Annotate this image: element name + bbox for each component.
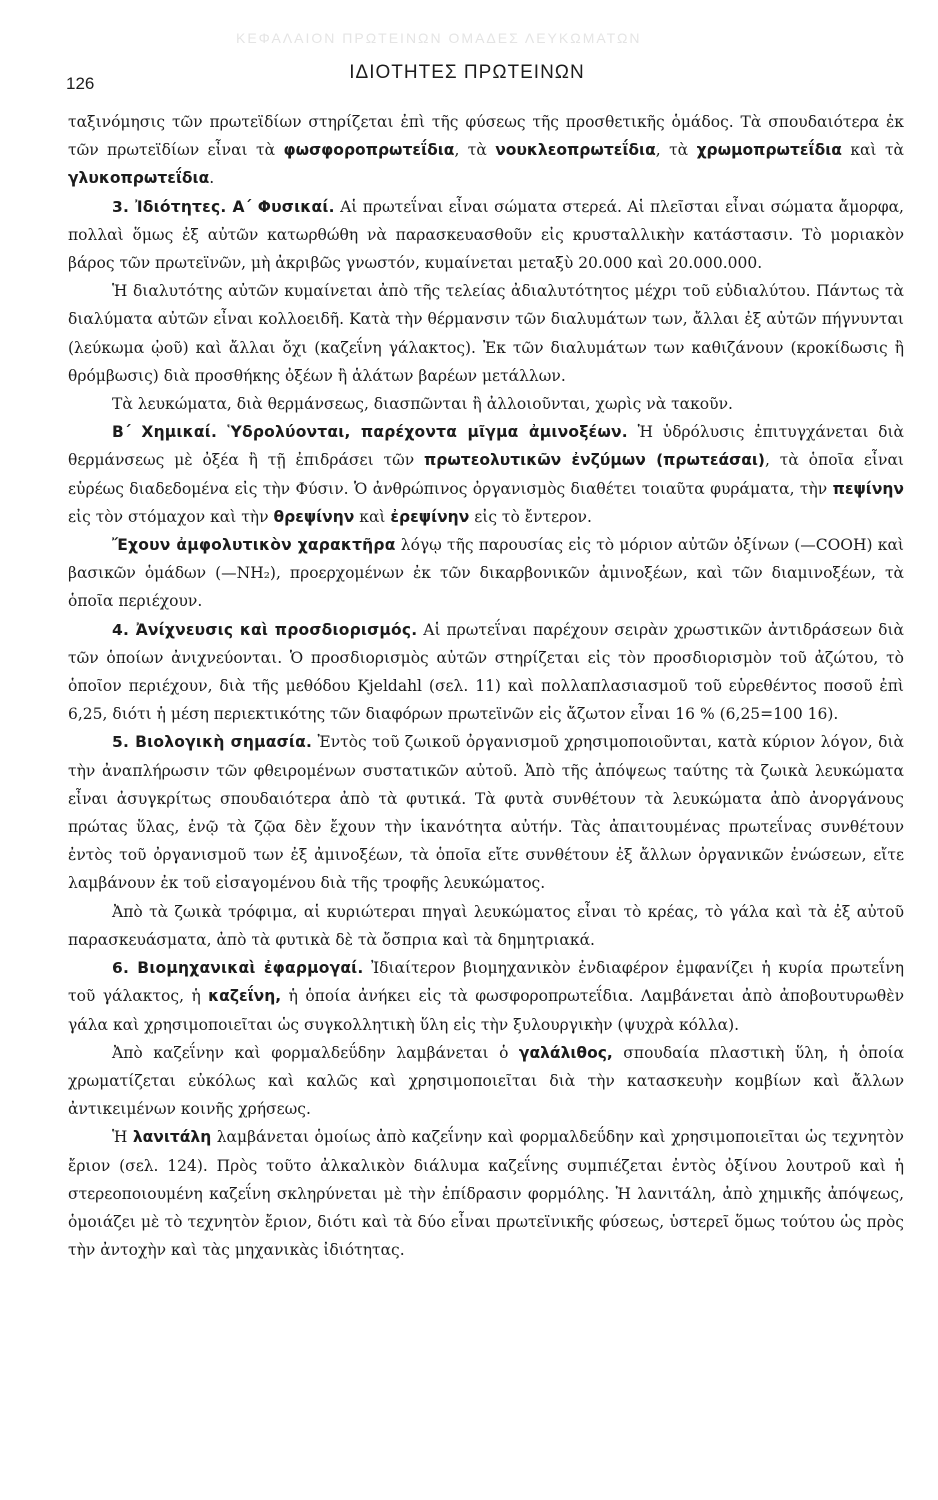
term-phosphoproteids: φωσφοροπρωτεΐδια	[283, 141, 455, 160]
paragraph-text: εἰς τὸν στόμαχον καὶ τὴν	[68, 507, 274, 526]
paragraph-text: ἡ ὁποία ἀνήκει εἰς τὰ φωσφοροπρωτεΐδια. Λαμβάνεται ἀπὸ ἀποβουτυρωθὲν γάλα καὶ χρησιμοποιεῖται ὡς συγκολλητικὴ ὕλη εἰς τὴν ξυλουργικὴν (ψυχρὰ κόλλα).	[68, 987, 904, 1034]
paragraph-text: , τὰ ὁποῖα εἶναι εὑρέως διαδεδομένα εἰς τὴν Φύσιν. Ὁ ἀνθρώπινος ὀργανισμὸς διαθέτει τοιαῦτα φυράματα, τὴν	[68, 451, 904, 498]
section-6-industrial-applications	[68, 954, 904, 1039]
paragraph-text: σπουδαία πλαστικὴ ὕλη, ἡ ὁποία χρωματίζεται εὐκόλως καὶ καλῶς καὶ χρησιμοποιεῖται διὰ τὴν κατασκευὴν κομβίων καὶ ἄλλων ἀντικειμένων κοινῆς χρήσεως.	[68, 1043, 905, 1119]
paragraph-text: Ἡ ὑδρόλυσις ἐπιτυγχάνεται διὰ θερμάνσεως μὲ ὀξέα ἢ τῇ ἐπιδράσει τῶν	[68, 423, 904, 470]
running-title: ΙΔΙΟΤΗΤΕΣ ΠΡΩΤΕΙΝΩΝ	[349, 62, 585, 83]
paragraph-text: Ἡ διαλυτότης αὐτῶν κυμαίνεται ἀπὸ τῆς τελείας ἀδιαλυτότητος μέχρι τοῦ εὐδιαλύτου. Πάντως τὰ διαλύματα αὐτῶν εἶναι κολλοειδῆ. Κατὰ τὴν θέρμανσιν τῶν διαλυμάτων των, ἄλλαι ἐξ αὐτῶν πήγνυνται (λεύκωμα ᾠοῦ) καὶ ἄλλαι ὄχι (καζεΐνη γάλακτος). Ἐκ τῶν διαλυμάτων των καθιζάνουν (κροκίδωσις ἢ θρόμβωσις) διὰ προσθήκης ὀξέων ἢ ἁλάτων βαρέων μετάλλων.	[68, 282, 904, 385]
paragraph-classification	[68, 108, 904, 193]
section-4-detection	[68, 616, 904, 729]
paragraph-text: ταξινόμησις τῶν πρωτεϊδίων στηρίζεται ἐπὶ τῆς φύσεως τῆς προσθετικῆς ὁμάδος. Τὰ σπουδαιότερα ἐκ τῶν πρωτεϊδίων εἶναι τὰ	[68, 113, 904, 160]
paragraph-text: λόγῳ τῆς παρουσίας εἰς τὸ μόριον αὐτῶν ὀξίνων (—COOH) καὶ βασικῶν ὁμάδων (—NH₂), προερχομένων ἐκ τῶν δικαρβονικῶν ἀμινοξέων, καὶ τῶν διαμινοξέων, τὰ ὁποῖα περιέχουν.	[68, 536, 904, 611]
section-heading: 4. Ἀνίχνευσις καὶ προσδιορισμός.	[112, 620, 418, 639]
paragraph-text: καὶ τὰ	[841, 141, 905, 160]
paragraph-text: Ἰδιαίτερον βιομηχανικὸν ἐνδιαφέρον ἐμφανίζει ἡ κυρία πρωτεΐνη τοῦ γάλακτος, ἡ	[68, 959, 904, 1006]
paragraph-amphoteric	[68, 531, 904, 616]
paragraph-text: Αἱ πρωτεΐναι παρέχουν σειρὰν χρωστικῶν ἀντιδράσεων διὰ τῶν ὁποίων ἀνιχνεύονται. Ὁ προσδιορισμὸς αὐτῶν στηρίζεται εἰς τὸν προσδιορισμὸν τοῦ ἀζώτου, τὸ ὁποῖον περιέχουν, διὰ τῆς μεθόδου Kjeldahl (σελ. 11) καὶ πολλαπλασιασμοῦ τοῦ εὑρεθέντος ποσοῦ ἐπὶ 6,25, διότι ἡ μέση περιεκτικότης τῶν διαφόρων πρωτεϊνῶν εἰς ἄζωτον εἶναι 16 % (6,25=100 16).	[68, 620, 905, 724]
paragraph-text: λαμβάνεται ὁμοίως ἀπὸ καζεΐνην καὶ φορμαλδεΰδην καὶ χρησιμοποιεῖται ὡς τεχνητὸν ἔριον (σελ. 124). Πρὸς τοῦτο ἀλκαλικὸν διάλυμα καζεΐνης συμπιέζεται ἐντὸς ὀξίνου λουτροῦ καὶ ἡ στερεοποιουμένη καζεΐνη σκληρύνεται μὲ τὴν ἐπίδρασιν φορμόλης. Ἡ λανιτάλη, ἀπὸ χημικῆς ἀπόψεως, ὁμοιάζει μὲ τὸ τεχνητὸν ἔριον, διότι καὶ τὰ δύο εἶναι πρωτεϊνικῆς φύσεως, ὑστερεῖ ὅμως τούτου ὡς πρὸς τὴν ἀντοχὴν καὶ τὰς μηχανικὰς ἰδιότητας.	[68, 1128, 904, 1260]
term-nucleoproteids: νουκλεοπρωτεΐδια	[495, 141, 656, 160]
term-chromoproteids: χρωμοπρωτεΐδια	[696, 141, 842, 160]
paragraph-text: Ἀπὸ τὰ ζωικὰ τρόφιμα, αἱ κυριώτεραι πηγαὶ λευκώματος εἶναι τὸ κρέας, τὸ γάλα καὶ τὰ ἐξ αὐτοῦ παρασκευάσματα, ἀπὸ τὰ φυτικὰ δὲ τὰ ὄσπρια καὶ τὰ δημητριακά.	[68, 902, 904, 949]
term-threpsin: θρεψίνην	[273, 507, 355, 526]
term-glycoproteids: γλυκοπρωτεΐδια	[68, 169, 210, 188]
section-heading: 5. Βιολογικὴ σημασία.	[112, 733, 313, 752]
term-casein: καζεΐνη,	[208, 987, 282, 1006]
paragraph-text: Τὰ λευκώματα, διὰ θερμάνσεως, διασπῶνται ἢ ἀλλοιοῦνται, χωρὶς νὰ τακοῦν.	[112, 395, 733, 414]
page-number: 126	[66, 74, 95, 93]
term-pepsin: πεψίνην	[832, 479, 904, 498]
paragraph-galalith	[68, 1039, 904, 1124]
section-heading: Β΄ Χημικαί. Ὑδρολύονται, παρέχοντα μῖγμα ἀμινοξέων.	[112, 423, 628, 442]
paragraph-text: καὶ	[354, 507, 391, 526]
paragraph-text: Ἀπὸ καζεΐνην καὶ φορμαλδεΰδην λαμβάνεται ὁ	[112, 1043, 519, 1062]
paragraph-text: Ἐντὸς τοῦ ζωικοῦ ὀργανισμοῦ χρησιμοποιοῦνται, κατὰ κύριον λόγον, διὰ τὴν ἀναπλήρωσιν τῶν φθειρομένων συστατικῶν αὐτοῦ. Ἀπὸ τῆς ἀπόψεως ταύτης τὰ ζωικὰ λευκώματα εἶναι ἀσυγκρίτως σπουδαιότερα ἀπὸ τὰ φυτικά. Τὰ φυτὰ συνθέτουν τὰ λευκώματα ἀπὸ ἀνοργάνους πρώτας ὕλας, ἐνῷ τὰ ζῷα δὲν ἔχουν τὴν ἱκανότητα αὐτήν. Τὰς ἀπαιτουμένας πρωτεΐνας συνθέτουν ἐντὸς τοῦ ὀργανισμοῦ των ἐξ ἀμινοξέων, τὰ ὁποῖα εἴτε συνθέτουν ἐξ ἄλλων ὀργανικῶν ἑνώσεων, εἴτε λαμβάνουν ἐκ τοῦ εἰσαγομένου διὰ τῆς τροφῆς λευκώματος.	[68, 733, 905, 893]
paragraph-lanital	[68, 1123, 904, 1264]
term-lanital: λανιτάλη	[132, 1128, 212, 1147]
paragraph-text: Ἡ	[112, 1128, 133, 1147]
paragraph-text: , τὰ	[454, 141, 496, 160]
bleed-through-text: ΚΕΦΑΛΑΙΟΝ ΠΡΩΤΕΙΝΩΝ ΟΜΑΔΕΣ ΛΕΥΚΩΜΑΤΩΝ	[236, 30, 642, 46]
section-5-biological-significance	[68, 728, 904, 897]
paragraph-text: , τὰ	[655, 141, 697, 160]
term-proteolytic-enzymes: πρωτεολυτικῶν ἐνζύμων (πρωτεάσαι)	[423, 451, 766, 470]
page-header	[66, 62, 868, 94]
section-heading: 6. Βιομηχανικαὶ ἐφαρμογαί.	[112, 959, 364, 978]
paragraph-text: .	[209, 169, 215, 188]
page-body	[68, 108, 904, 1264]
paragraph-solubility	[68, 277, 904, 390]
paragraph-protein-sources	[68, 898, 904, 954]
section-heading: Ἔχουν ἀμφολυτικὸν χαρακτῆρα	[112, 536, 396, 555]
term-erepsin: ἐρεψίνην	[390, 507, 470, 526]
paragraph-text: Αἱ πρωτεΐναι εἶναι σώματα στερεά. Αἱ πλεῖσται εἶναι σώματα ἄμορφα, πολλαὶ ὅμως ἐξ αὐτῶν κατωρθώθη νὰ παρασκευασθοῦν εἰς κρυσταλλικὴν κατάστασιν. Τὸ μοριακὸν βάρος τῶν πρωτεϊνῶν, μὴ ἀκριβῶς γνωστόν, κυμαίνεται μεταξὺ 20.000 καὶ 20.000.000.	[68, 197, 904, 273]
paragraph-heating	[68, 390, 904, 418]
section-chemical-properties	[68, 418, 904, 531]
paragraph-text: εἰς τὸ ἔντερον.	[469, 507, 592, 526]
term-galalith: γαλάλιθος,	[518, 1043, 613, 1062]
section-heading: 3. Ἰδιότητες. Α΄ Φυσικαί.	[112, 197, 335, 216]
section-3-physical-properties	[68, 193, 904, 278]
